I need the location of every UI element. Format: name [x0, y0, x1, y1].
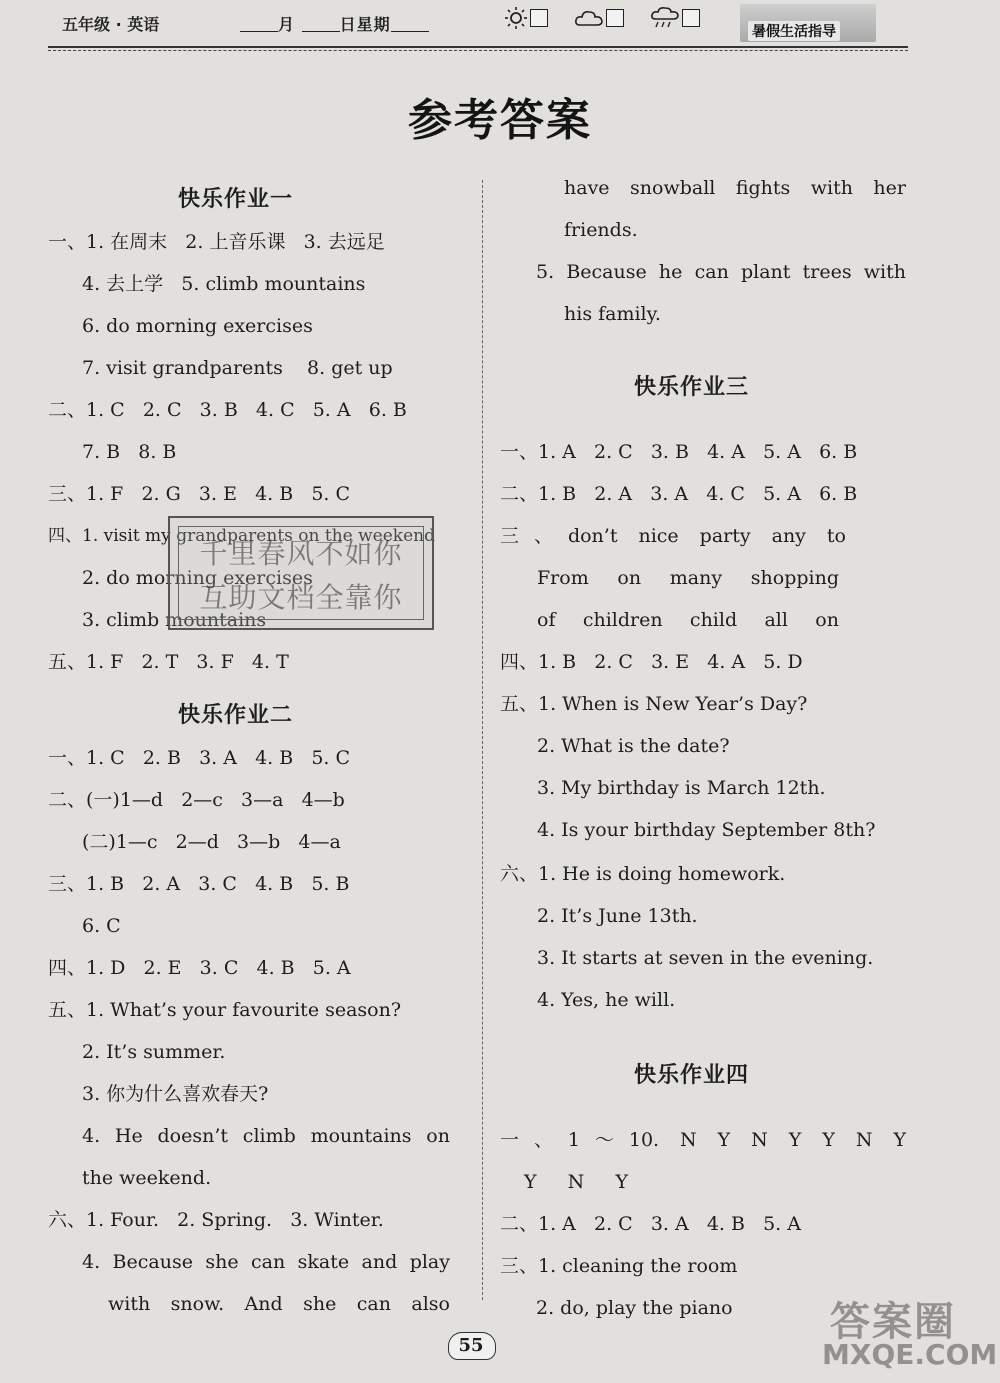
- grade-subject: 五年级 · 英语: [62, 15, 160, 34]
- answer-line: 六、1. Four. 2. Spring. 3. Winter.: [48, 1209, 384, 1231]
- answer-line: 6. do morning exercises: [82, 315, 313, 337]
- answer-line: 3. 你为什么喜欢春天?: [82, 1083, 269, 1105]
- section-title-4: 快乐作业四: [634, 1063, 750, 1088]
- sunny-checkbox: [530, 9, 548, 27]
- answer-line: 4. Yes, he will.: [537, 989, 676, 1011]
- answer-line: 2. do, play the piano: [536, 1297, 733, 1319]
- watermark: [822, 1290, 998, 1374]
- answer-line: 一、1～10. N Y N Y Y N Y: [500, 1129, 906, 1151]
- banner-text: 暑假生活指导: [748, 21, 840, 41]
- header-rule: [48, 46, 908, 48]
- weather-checkboxes: [504, 6, 700, 30]
- section-title-1: 快乐作业一: [178, 187, 294, 212]
- rain-icon: [650, 6, 680, 30]
- answer-line: 7. B 8. B: [82, 441, 177, 463]
- weather-cloudy: [574, 7, 624, 29]
- answer-line: the weekend.: [82, 1167, 212, 1189]
- answer-line: 二、(一)1—d 2—c 3—a 4—b: [48, 789, 345, 811]
- answer-line: 四、1. B 2. C 3. E 4. A 5. D: [500, 651, 803, 673]
- page-title: 参考答案: [408, 95, 592, 146]
- answer-line: 二、1. C 2. C 3. B 4. C 5. A 6. B: [48, 399, 407, 421]
- answer-line: 四、1. visit my grandparents on the weekend: [48, 526, 435, 546]
- stamp-line-2: 互助文档全靠你: [199, 581, 403, 614]
- page-number-text: 55: [458, 1335, 484, 1356]
- answer-line: Y N Y: [524, 1171, 628, 1193]
- header-rule-dashed: [48, 50, 908, 51]
- answer-line: 7. visit grandparents 8. get up: [82, 357, 393, 379]
- answer-line: 2. It’s June 13th.: [537, 905, 698, 927]
- answer-line: friends.: [564, 219, 638, 241]
- answer-line: 一、1. 在周末 2. 上音乐课 3. 去远足: [48, 231, 385, 253]
- answer-line: 五、1. F 2. T 3. F 4. T: [48, 651, 289, 673]
- banner: [740, 4, 876, 42]
- rainy-checkbox: [682, 9, 700, 27]
- answer-line: 二、1. B 2. A 3. A 4. C 5. A 6. B: [500, 483, 858, 505]
- answer-line: 2. do morning exercises: [82, 567, 313, 589]
- answer-line: 4. Is your birthday September 8th?: [537, 819, 876, 841]
- answer-line: (二)1—c 2—d 3—b 4—a: [82, 831, 341, 853]
- section-title-2: 快乐作业二: [178, 703, 294, 728]
- answer-line: have snowball fights with her: [564, 177, 906, 199]
- answer-line: 四、1. D 2. E 3. C 4. B 5. A: [48, 957, 351, 979]
- answer-line: From on many shopping: [537, 567, 839, 589]
- page-header: [0, 0, 1000, 48]
- answer-line: 3. climb mountains: [82, 609, 267, 631]
- answer-line: his family.: [564, 303, 661, 325]
- answer-line: 五、1. When is New Year’s Day?: [500, 693, 808, 715]
- page-number: [448, 1332, 494, 1362]
- cloud-icon: [574, 7, 604, 29]
- cloudy-checkbox: [606, 9, 624, 27]
- answer-line: 六、1. He is doing homework.: [500, 863, 786, 885]
- answer-line: 4. Because she can skate and play: [82, 1251, 450, 1273]
- answer-line: 6. C: [82, 915, 121, 937]
- answer-line: 5. Because he can plant trees with: [536, 261, 906, 283]
- answer-line: 4. 去上学 5. climb mountains: [82, 273, 366, 295]
- weather-rainy: [650, 6, 700, 30]
- answer-line: of children child all on: [537, 609, 839, 631]
- section-title-3: 快乐作业三: [634, 375, 750, 400]
- month-label: 月: [278, 15, 296, 34]
- answer-line: 3. It starts at seven in the evening.: [537, 947, 874, 969]
- sun-icon: [504, 6, 528, 30]
- column-divider: [482, 180, 483, 1300]
- stamp-line-1: 千里春风不如你: [199, 537, 403, 570]
- answer-line: 三、1. cleaning the room: [500, 1255, 738, 1277]
- stamp: [168, 516, 434, 630]
- answer-line: 五、1. What’s your favourite season?: [48, 999, 402, 1021]
- answer-line: 三、1. B 2. A 3. C 4. B 5. B: [48, 873, 350, 895]
- watermark-url: MXQE.COM: [822, 1338, 998, 1371]
- answer-line: 2. What is the date?: [537, 735, 730, 757]
- day-label: 日星期: [339, 15, 391, 34]
- weather-sunny: [504, 6, 548, 30]
- answer-line: with snow. And she can also: [108, 1293, 450, 1315]
- answer-line: 三、1. F 2. G 3. E 4. B 5. C: [48, 483, 351, 505]
- answer-line: 二、1. A 2. C 3. A 4. B 5. A: [500, 1213, 801, 1235]
- answer-line: 4. He doesn’t climb mountains on: [82, 1125, 450, 1147]
- answer-line: 一、1. C 2. B 3. A 4. B 5. C: [48, 747, 351, 769]
- answer-line: 一、1. A 2. C 3. B 4. A 5. A 6. B: [500, 441, 858, 463]
- answer-line: 2. It’s summer.: [82, 1041, 226, 1063]
- answer-line: 3. My birthday is March 12th.: [537, 777, 826, 799]
- watermark-logo-text: 答案圈: [830, 1299, 956, 1345]
- answer-line: 三、don’t nice party any to: [500, 525, 846, 547]
- date-line: [240, 12, 429, 35]
